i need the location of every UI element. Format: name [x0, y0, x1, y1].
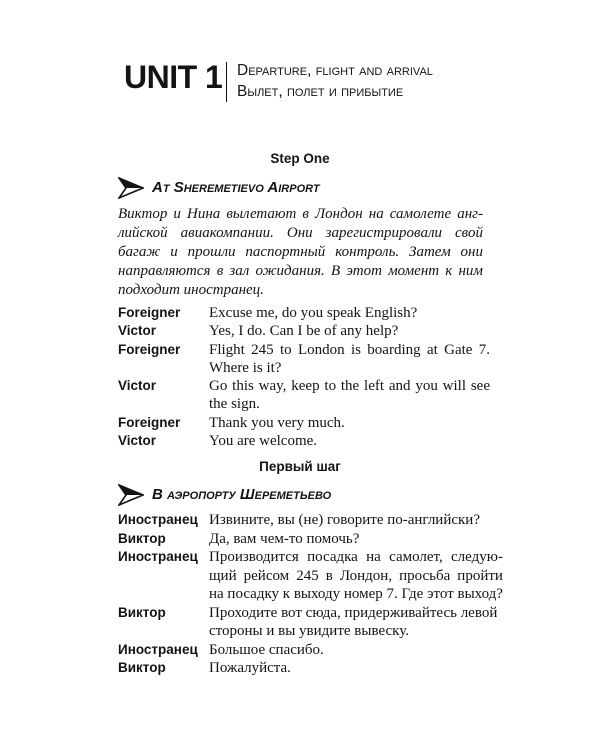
speaker-name: Victor [118, 433, 157, 449]
speech-text [209, 641, 490, 660]
speech-text [209, 341, 490, 378]
dialogue-row [118, 341, 490, 378]
speech-line: Производится посадка на самолет, следую- [209, 549, 503, 565]
speech-text [209, 322, 490, 340]
speech-line: на посадку к выходу номер 7. Где этот выход? [209, 586, 503, 602]
speech-line: Thank you very much. [209, 414, 345, 431]
speech-line: Извините, вы (не) говорите по-английски? [209, 512, 480, 528]
dialogue-row [118, 377, 490, 414]
unit-divider [226, 62, 227, 102]
speech-line: You are welcome. [209, 433, 318, 450]
dialogue-row [118, 659, 490, 678]
speech-text [209, 604, 497, 641]
intro-paragraph [118, 205, 483, 300]
section-title-en: At Sheremetievo Airport [152, 179, 320, 196]
unit-title-en: Departure, flight and arrival [237, 62, 433, 79]
speech-text [209, 304, 490, 322]
speaker-name: Иностранец [118, 512, 198, 527]
speech-text [209, 530, 490, 549]
dialogue-row [118, 530, 490, 549]
speech-line: Проходите вот сюда, придерживайтесь левой [209, 604, 498, 621]
intro-line: направляются в зал ожидания. В этот момент к ним [118, 263, 483, 279]
speaker-name: Foreigner [118, 414, 181, 430]
speech-text [209, 548, 503, 604]
speaker-name: Victor [118, 378, 157, 394]
speech-line: Excuse me, do you speak English? [209, 305, 418, 321]
unit-titles [237, 60, 433, 102]
intro-line: подходит иностранец. [118, 282, 264, 298]
speaker-name: Виктор [118, 604, 166, 620]
speech-line: Большое спасибо. [209, 641, 324, 658]
dialogue-en [118, 304, 490, 450]
speaker-name: Иностранец [118, 549, 198, 564]
unit-header [124, 56, 504, 108]
speech-text [209, 511, 490, 530]
speech-line: Where is it? [209, 359, 282, 376]
speech-line: щий рейсом 245 в Лондон, просьба пройти [209, 567, 503, 584]
dialogue-row [118, 511, 490, 530]
intro-line: лийской авиакомпании. Они зарегистрировали свой [118, 225, 483, 241]
speech-text [209, 659, 490, 678]
dialogue-row [118, 414, 490, 432]
dialogue-row [118, 548, 503, 604]
speaker-name: Foreigner [118, 341, 181, 357]
dialogue-row [118, 641, 490, 660]
step-heading-ru: Первый шаг [259, 459, 341, 474]
dialogue-row [118, 304, 490, 322]
speech-text [209, 414, 490, 432]
speech-line: Да, вам чем-то помочь? [209, 530, 360, 547]
speaker-name: Виктор [118, 660, 166, 675]
intro-line: Виктор и Нина вылетают в Лондон на самолете анг- [118, 206, 483, 222]
speaker-name: Foreigner [118, 305, 181, 320]
speech-line: стороны и вы увидите вывеску. [209, 623, 409, 639]
step-heading-en: Step One [270, 151, 330, 166]
speech-line: Go this way, keep to the left and you will see [209, 378, 490, 395]
speech-line: Пожалуйста. [209, 660, 291, 676]
speaker-name: Иностранец [118, 641, 198, 657]
speech-line: the sign. [209, 396, 260, 413]
speech-line: Flight 245 to London is boarding at Gate 7. [209, 341, 490, 358]
dialogue-row [118, 322, 490, 340]
intro-line: багаж и прошли паспортный контроль. Затем они [118, 244, 483, 260]
speech-text [209, 377, 490, 414]
dialogue-row [118, 432, 490, 450]
unit-label: UNIT 1 [124, 59, 223, 95]
unit-title-ru: Вылет, полет и прибытие [237, 83, 404, 100]
section-title-ru: В аэропорту Шереметьево [152, 486, 332, 503]
dialogue-ru [118, 511, 503, 678]
dialogue-row [118, 604, 498, 641]
speaker-name: Виктор [118, 530, 166, 546]
speech-text [209, 432, 490, 450]
arrowhead-right-icon [118, 177, 144, 199]
arrowhead-right-icon [118, 484, 144, 506]
speaker-name: Victor [118, 323, 157, 339]
speech-line: Yes, I do. Can I be of any help? [209, 323, 399, 340]
